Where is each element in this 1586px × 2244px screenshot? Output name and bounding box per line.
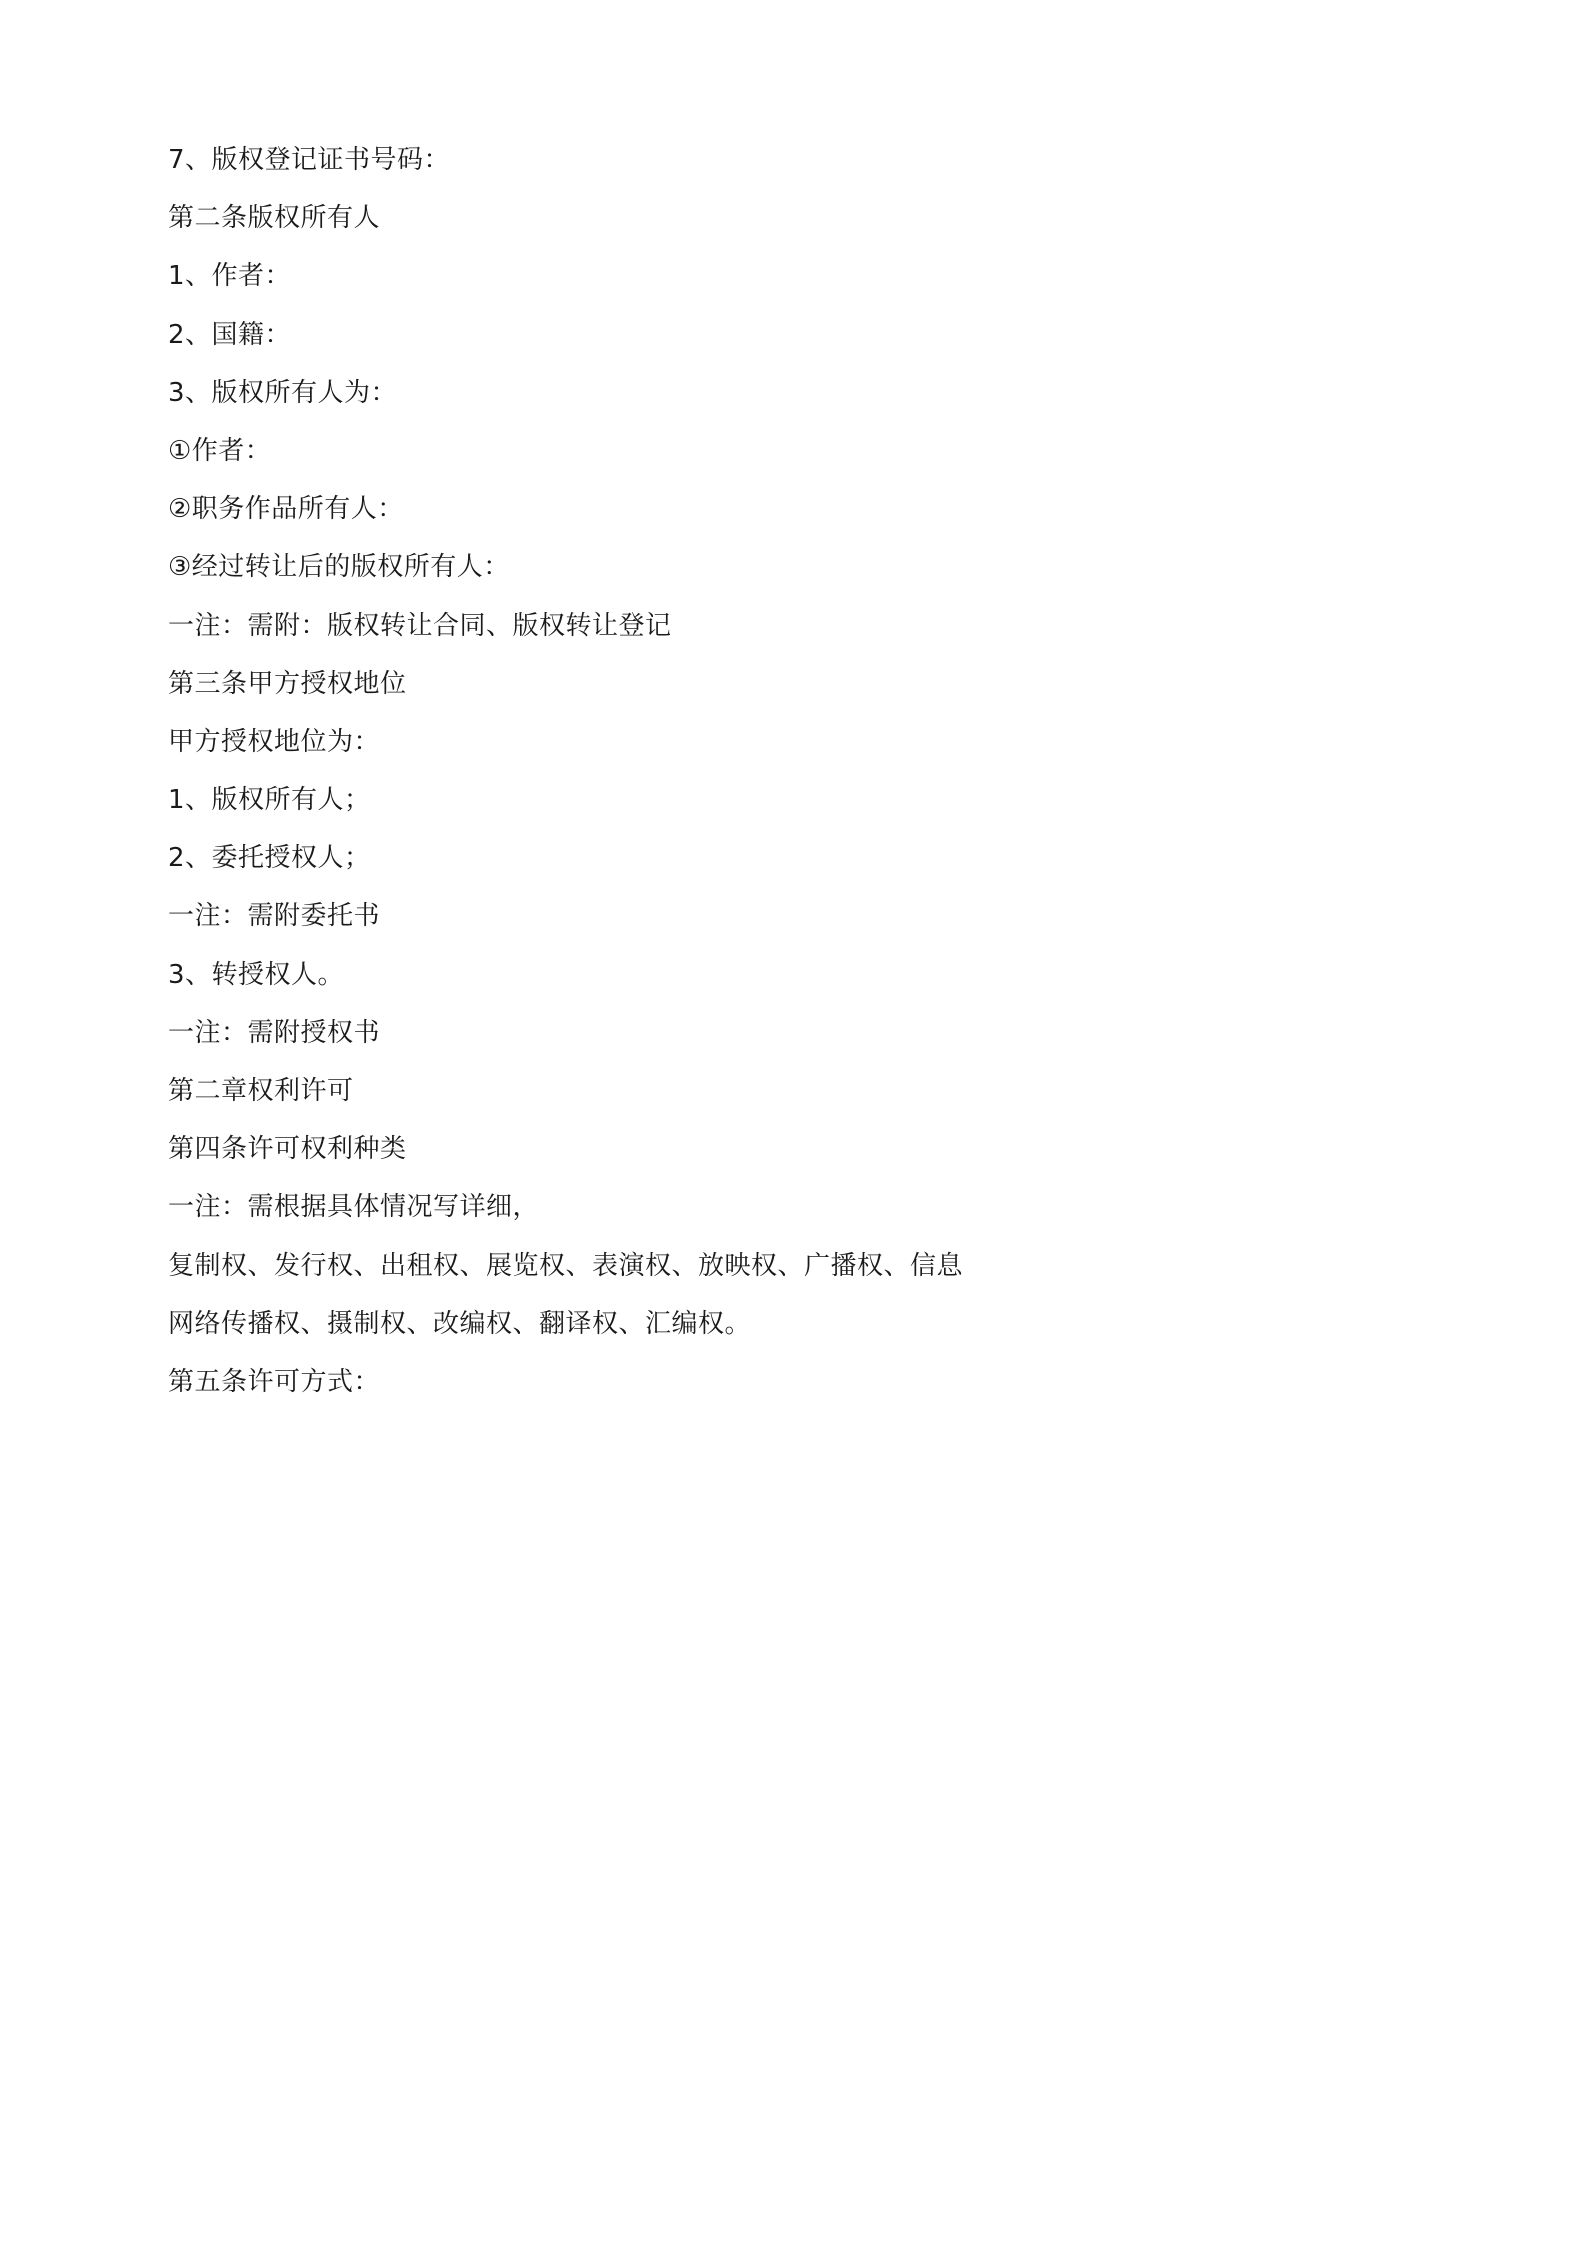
chapter-heading: 第二章权利许可 bbox=[168, 1076, 354, 1106]
section-heading: 第五条许可方式： bbox=[168, 1366, 381, 1397]
text-line: 3、版权所有人为： bbox=[168, 377, 398, 408]
text-line: 网络传播权、摄制权、改编权、翻译权、汇编权。 bbox=[168, 1308, 752, 1339]
section-heading: 第三条甲方授权地位 bbox=[168, 668, 407, 699]
text-line: 复制权、发行权、出租权、展览权、表演权、放映权、广播权、信息 bbox=[168, 1250, 964, 1281]
text-line: 7、版权登记证书号码： bbox=[168, 145, 451, 175]
text-line: 1、版权所有人； bbox=[168, 785, 371, 816]
text-line: 2、委托授权人； bbox=[168, 843, 371, 874]
text-line: ②职务作品所有人： bbox=[168, 494, 404, 525]
text-line: 2、国籍： bbox=[168, 319, 292, 350]
document-body bbox=[168, 138, 968, 1418]
section-heading: 第二条版权所有人 bbox=[168, 203, 381, 234]
text-line: 甲方授权地位为： bbox=[168, 726, 381, 757]
note-line: 一注：需附授权书 bbox=[168, 1017, 381, 1048]
text-line: ③经过转让后的版权所有人： bbox=[168, 552, 510, 583]
note-line: 一注：需附委托书 bbox=[168, 901, 381, 932]
text-line: 3、转授权人。 bbox=[168, 959, 345, 990]
text-line: ①作者： bbox=[168, 435, 272, 466]
section-heading: 第四条许可权利种类 bbox=[168, 1134, 407, 1165]
document-page bbox=[0, 0, 1100, 1556]
note-line: 一注：需根据具体情况写详细， bbox=[168, 1192, 540, 1223]
text-line: 1、作者： bbox=[168, 261, 292, 292]
note-line: 一注：需附：版权转让合同、版权转让登记 bbox=[168, 610, 672, 641]
